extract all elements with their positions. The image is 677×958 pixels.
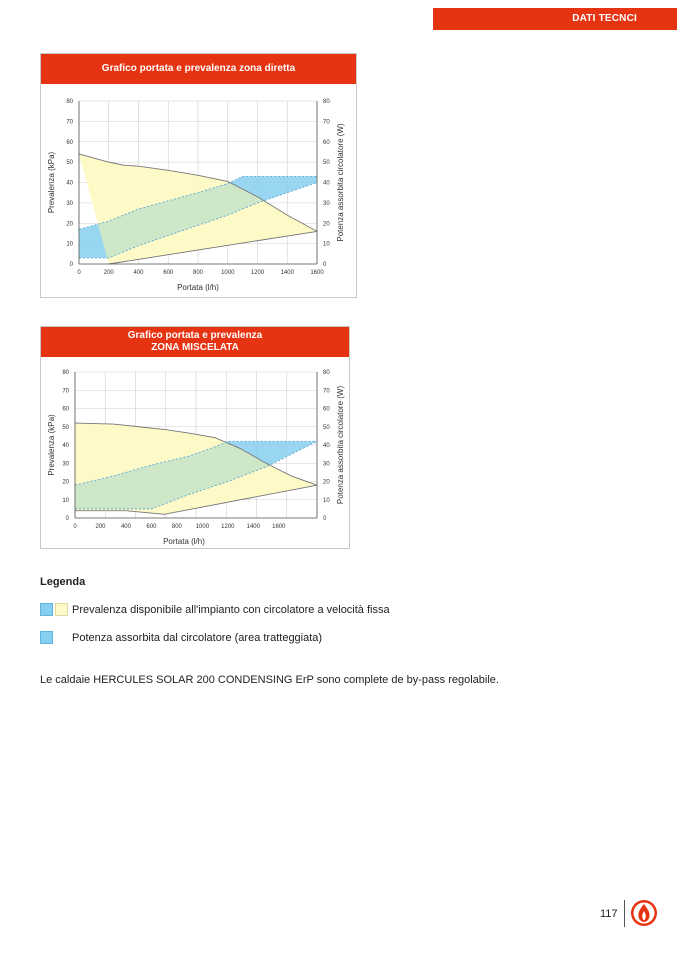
y-tick-label: 70 — [62, 388, 69, 395]
chart-zona-miscelata — [40, 326, 350, 549]
y2-tick-label: 10 — [323, 497, 330, 504]
note-text: Le caldaie HERCULES SOLAR 200 CONDENSING ErP sono complete de by-pass regolabile. — [40, 674, 499, 686]
x-tick-label: 1600 — [310, 270, 324, 276]
chart-title — [41, 54, 356, 84]
x-tick-label: 400 — [120, 524, 131, 530]
legend-item — [40, 603, 390, 616]
y2-tick-label: 20 — [323, 479, 330, 486]
chart-zona-diretta — [40, 53, 357, 298]
y2-tick-label: 50 — [323, 160, 330, 167]
legend-title: Legenda — [40, 576, 86, 588]
x-tick-label: 1200 — [221, 524, 235, 530]
chart-title-text: Grafico portata e prevalenza zona diretta — [101, 63, 296, 74]
x-tick-label: 600 — [146, 524, 157, 530]
y2-tick-label: 0 — [323, 262, 327, 268]
x-tick-label: 400 — [133, 270, 144, 276]
footer-divider — [624, 900, 625, 927]
x-tick-label: 1000 — [195, 524, 210, 530]
y-tick-label: 50 — [66, 160, 73, 167]
page-number: 117 — [600, 908, 618, 920]
x-axis-label: Portata (l/h) — [177, 283, 219, 292]
y-axis-label: Prevalenza (kPa) — [47, 151, 56, 214]
y2-tick-label: 30 — [323, 200, 330, 207]
legend-label: Prevalenza disponibile all'impianto con circolatore a velocità fissa — [72, 603, 390, 616]
x-tick-label: 1600 — [272, 524, 286, 530]
y-tick-label: 10 — [66, 241, 73, 248]
x-tick-label: 0 — [77, 270, 81, 276]
y-tick-label: 60 — [62, 406, 69, 413]
y2-tick-label: 50 — [323, 424, 330, 431]
y2-tick-label: 10 — [323, 241, 330, 248]
x-tick-label: 0 — [73, 524, 77, 530]
y2-tick-label: 30 — [323, 461, 330, 468]
y-tick-label: 30 — [66, 200, 73, 207]
y-tick-label: 10 — [62, 497, 69, 504]
x-tick-label: 800 — [171, 524, 182, 530]
y2-tick-label: 20 — [323, 221, 330, 228]
y2-tick-label: 70 — [323, 388, 330, 395]
y2-tick-label: 80 — [323, 99, 330, 105]
x-tick-label: 800 — [192, 270, 204, 276]
chart-plot — [41, 357, 349, 548]
y-tick-label: 20 — [66, 221, 73, 228]
y-axis-label: Prevalenza (kPa) — [47, 414, 56, 476]
y-tick-label: 20 — [62, 479, 69, 486]
legend-label: Potenza assorbita dal circolatore (area tratteggiata) — [72, 631, 323, 644]
y-tick-label: 80 — [66, 99, 73, 105]
legend-item — [40, 631, 322, 644]
x-tick-label: 1400 — [246, 524, 260, 530]
flame-logo-icon — [630, 899, 658, 927]
y-tick-label: 80 — [62, 370, 69, 376]
x-tick-label: 600 — [163, 270, 174, 276]
chart-title — [41, 327, 349, 357]
chart-subtitle-text: ZONA MISCELATA — [151, 342, 239, 353]
x-tick-label: 1400 — [280, 270, 294, 276]
y2-tick-label: 40 — [323, 443, 330, 449]
legend-swatch-yellow — [55, 603, 68, 616]
legend-swatch-blue — [40, 631, 53, 644]
x-tick-label: 1200 — [250, 270, 265, 276]
y-tick-label: 30 — [62, 461, 69, 468]
y2-tick-label: 70 — [323, 119, 330, 126]
y2-axis-label: Potenza assorbita circolatore (W) — [336, 123, 345, 242]
y2-tick-label: 60 — [323, 406, 330, 413]
y2-axis-label: Potenza assorbita circolatore (W) — [336, 385, 345, 505]
y2-tick-label: 40 — [323, 180, 330, 187]
x-tick-label: 200 — [95, 524, 106, 530]
y-tick-label: 0 — [65, 516, 69, 522]
x-tick-label: 200 — [103, 270, 114, 276]
y-tick-label: 60 — [66, 139, 73, 146]
section-tab: DATI TECNCI — [433, 8, 677, 30]
chart-plot — [41, 84, 356, 297]
x-axis-label: Portata (l/h) — [163, 537, 205, 546]
x-tick-label: 1000 — [221, 270, 235, 276]
y-tick-label: 0 — [69, 262, 73, 268]
y-tick-label: 50 — [62, 424, 69, 431]
y2-tick-label: 80 — [323, 370, 330, 376]
y-tick-label: 40 — [66, 180, 73, 187]
legend-swatch-blue — [40, 603, 53, 616]
y-tick-label: 40 — [62, 443, 69, 449]
y2-tick-label: 0 — [323, 516, 327, 522]
y-tick-label: 70 — [66, 119, 73, 126]
y2-tick-label: 60 — [323, 139, 330, 146]
chart-title-text: Grafico portata e prevalenza — [127, 330, 263, 341]
